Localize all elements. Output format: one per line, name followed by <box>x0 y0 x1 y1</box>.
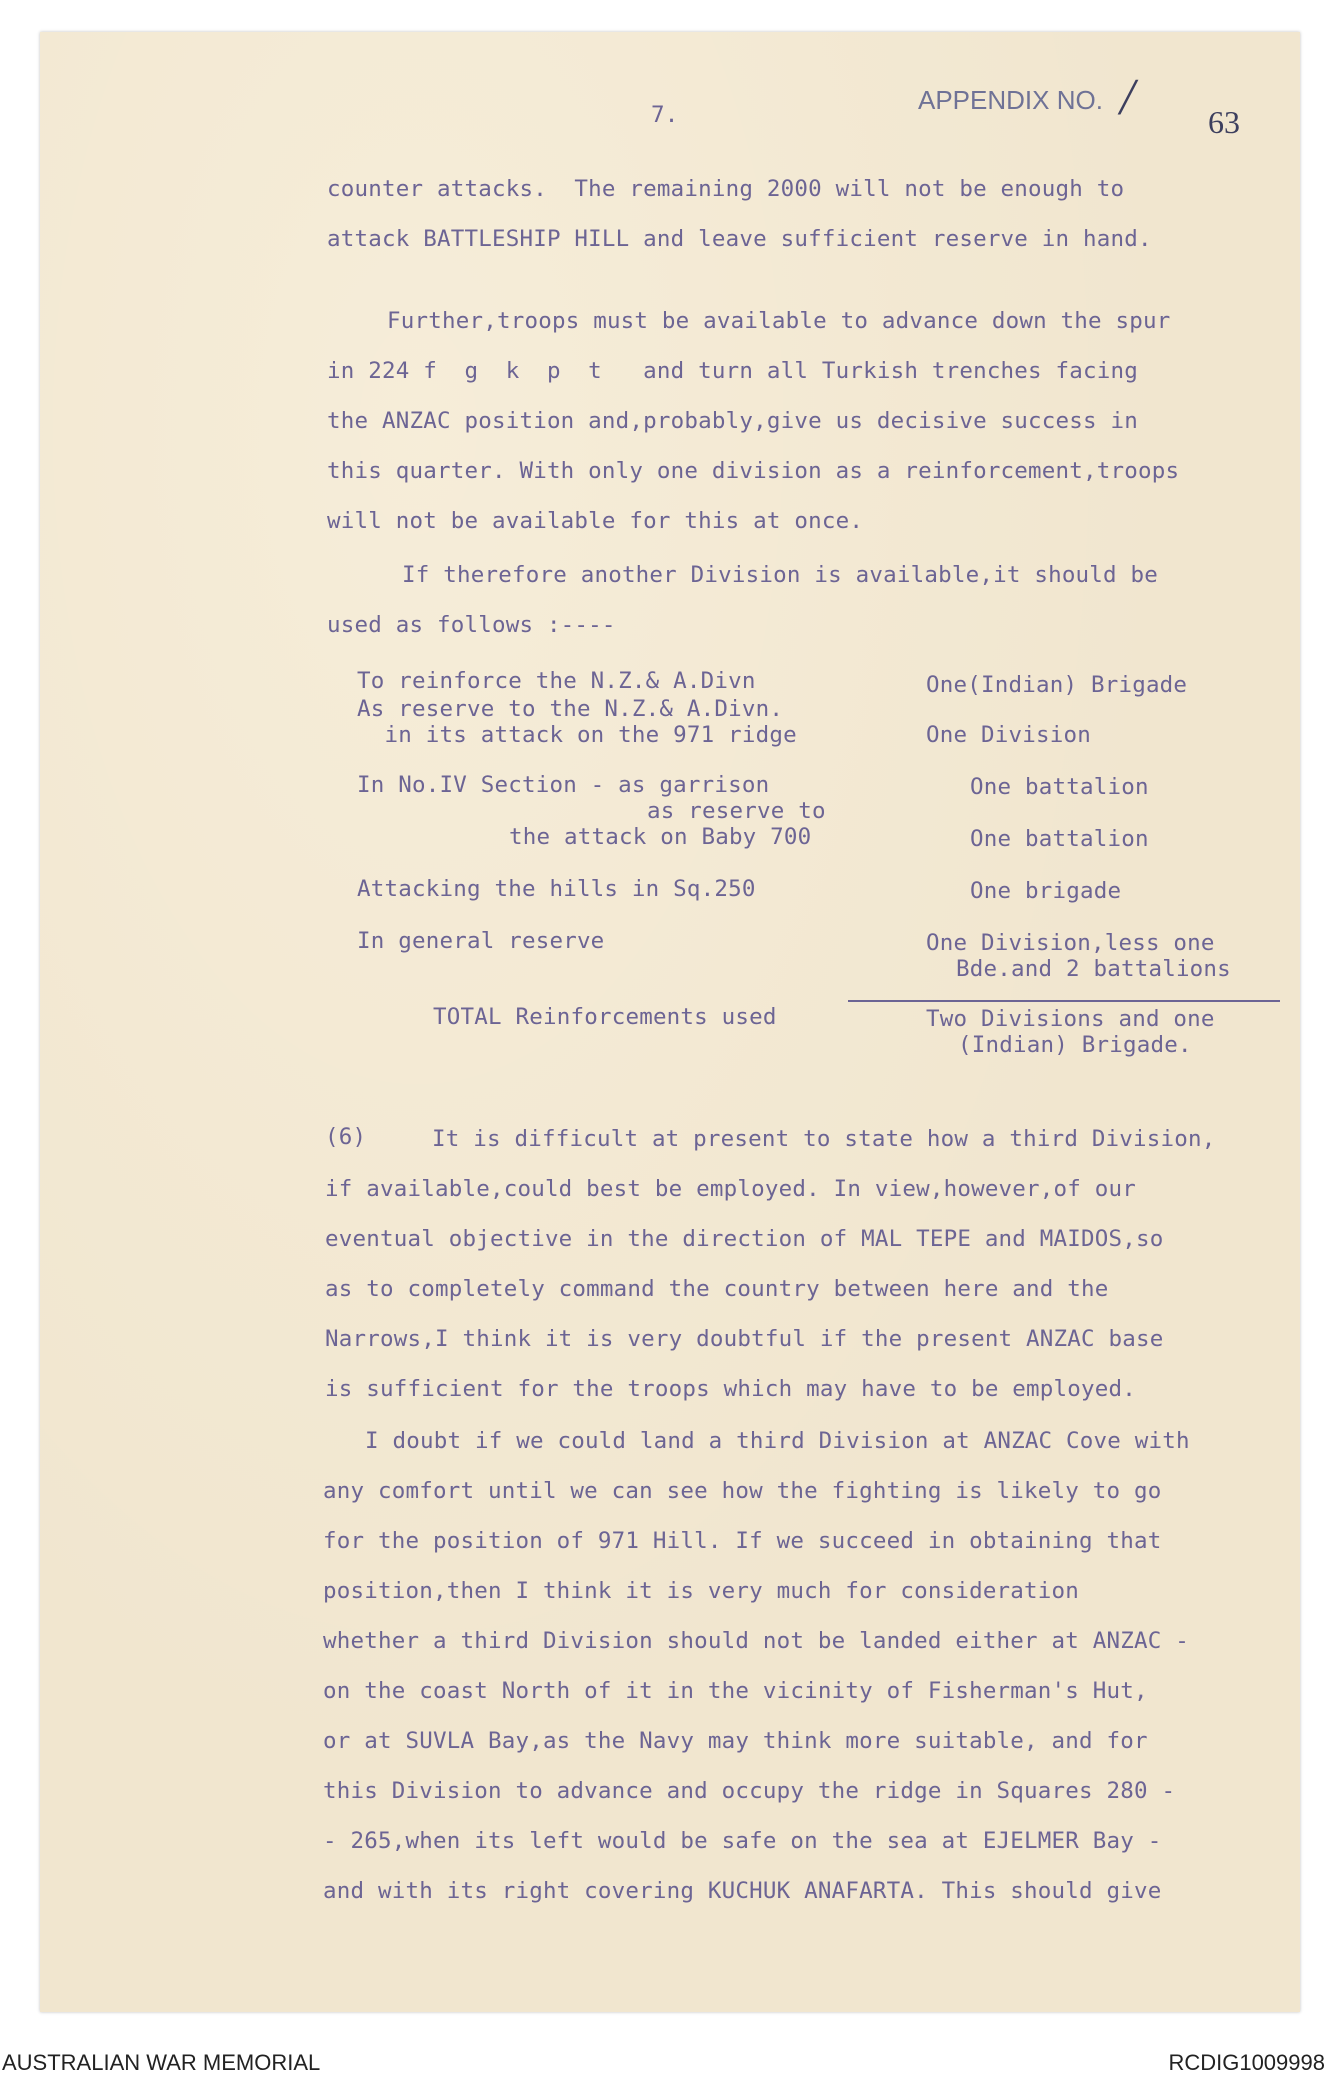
text-line: the ANZAC position and,probably,give us decisive success in <box>327 408 1139 434</box>
allocation-right: One Division <box>926 722 1091 748</box>
text-line: on the coast North of it in the vicinity of Fisherman's Hut, <box>323 1678 1148 1704</box>
total-label: TOTAL Reinforcements used <box>433 1004 777 1030</box>
text-line: is sufficient for the troops which may have to be employed. <box>325 1376 1137 1402</box>
allocation-left: the attack on Baby 700 <box>509 824 812 850</box>
text-line: this quarter. With only one division as a reinforcement,troops <box>327 458 1180 484</box>
text-line: Narrows,I think it is very doubtful if the present ANZAC base <box>325 1326 1164 1352</box>
allocation-left: In general reserve <box>357 928 605 954</box>
text-line: will not be available for this at once. <box>327 508 864 534</box>
text-line: If therefore another Division is available,it should be <box>402 562 1159 588</box>
allocation-left: To reinforce the N.Z.& A.Divn <box>357 668 756 694</box>
footer-archive-name: AUSTRALIAN WAR MEMORIAL <box>2 2050 321 2075</box>
allocation-left: As reserve to the N.Z.& A.Divn. <box>357 696 784 722</box>
document-page <box>40 32 1300 2012</box>
text-line: if available,could best be employed. In view,however,of our <box>325 1176 1137 1202</box>
text-line: attack BATTLESHIP HILL and leave sufficient reserve in hand. <box>327 226 1152 252</box>
text-line: as to completely command the country between here and the <box>325 1276 1109 1302</box>
footer-record-id: RCDIG1009998 <box>1168 2050 1325 2075</box>
folio-number: 63 <box>1208 104 1240 140</box>
text-line: used as follows :---- <box>327 612 616 638</box>
allocation-left: Attacking the hills in Sq.250 <box>357 876 756 902</box>
allocation-right: One battalion <box>970 826 1149 852</box>
allocation-right: Bde.and 2 battalions <box>956 956 1231 982</box>
text-line: in 224 f g k p t and turn all Turkish trenches facing <box>327 358 1139 384</box>
text-line: It is difficult at present to state how a third Division, <box>432 1126 1216 1152</box>
page-number: 7. <box>651 102 679 128</box>
text-line: any comfort until we can see how the fighting is likely to go <box>323 1478 1162 1504</box>
text-line: counter attacks. The remaining 2000 will not be enough to <box>327 176 1125 202</box>
text-line: eventual objective in the direction of MAL TEPE and MAIDOS,so <box>325 1226 1164 1252</box>
allocation-right: One brigade <box>970 878 1122 904</box>
text-line: and with its right covering KUCHUK ANAFARTA. This should give <box>323 1878 1162 1904</box>
text-line: whether a third Division should not be landed either at ANZAC - <box>323 1628 1190 1654</box>
allocation-right: One(Indian) Brigade <box>926 672 1188 698</box>
text-line: position,then I think it is very much for consideration <box>323 1578 1080 1604</box>
allocation-left: In No.IV Section - as garrison <box>357 772 770 798</box>
section-marker: (6) <box>325 1124 367 1150</box>
text-line: - 265,when its left would be safe on the sea at EJELMER Bay - <box>323 1828 1162 1854</box>
appendix-handwritten-number: / <box>1120 69 1135 126</box>
appendix-stamp: APPENDIX NO. <box>918 85 1103 115</box>
total-value: Two Divisions and one <box>926 1006 1215 1032</box>
text-line: for the position of 971 Hill. If we succeed in obtaining that <box>323 1528 1162 1554</box>
allocation-left: in its attack on the 971 ridge <box>357 722 797 748</box>
total-rule <box>848 1000 1280 1002</box>
text-line: I doubt if we could land a third Division at ANZAC Cove with <box>365 1428 1190 1454</box>
allocation-right: One Division,less one <box>926 930 1215 956</box>
text-line: Further,troops must be available to advance down the spur <box>387 308 1171 334</box>
text-line: or at SUVLA Bay,as the Navy may think more suitable, and for <box>323 1728 1148 1754</box>
total-value: (Indian) Brigade. <box>958 1032 1192 1058</box>
allocation-right: One battalion <box>970 774 1149 800</box>
allocation-left: as reserve to <box>647 798 826 824</box>
text-line: this Division to advance and occupy the ridge in Squares 280 - <box>323 1778 1176 1804</box>
